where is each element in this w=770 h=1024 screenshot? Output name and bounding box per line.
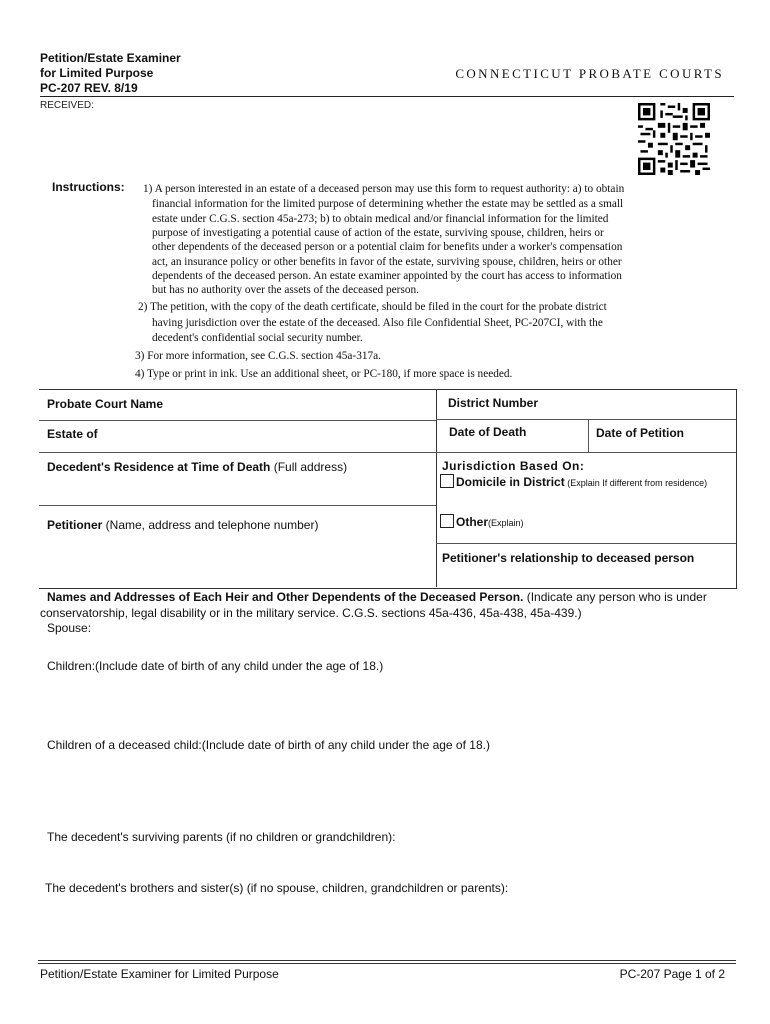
surviving-parents-field[interactable]: The decedent's surviving parents (if no children or grandchildren): <box>47 830 396 844</box>
form-title-line-2: for Limited Purpose <box>40 66 154 80</box>
domicile-note: (Explain If different from residence) <box>564 478 708 488</box>
footer-page-number: PC-207 Page 1 of 2 <box>619 967 725 981</box>
row-rule <box>436 452 736 453</box>
district-number-field[interactable]: District Number <box>448 396 539 410</box>
footer-rule <box>38 960 736 961</box>
instruction-line: estate under C.G.S. section 45a-273; b) to obtain medical and/or financial information for the limited <box>152 213 609 225</box>
instruction-line: dependents of the deceased person. An estate examiner appointed by the court has access to information <box>152 270 622 282</box>
row-rule <box>39 505 436 506</box>
instruction-line: 4) Type or print in ink. Use an additional sheet, or PC-180, if more space is needed. <box>135 368 513 380</box>
residence-note: (Full address) <box>270 460 348 474</box>
petitioner-label: Petitioner <box>47 518 103 532</box>
instruction-line: other dependents of the deceased person or a potential claim for benefits under a worker's compensation <box>152 241 623 253</box>
petitioner-note: (Name, address and telephone number) <box>102 518 319 532</box>
estate-of-field[interactable]: Estate of <box>47 427 98 441</box>
children-field[interactable]: Children:(Include date of birth of any child under the age of 18.) <box>47 659 384 673</box>
instructions-label: Instructions: <box>52 180 125 194</box>
instruction-line: 2) The petition, with the copy of the death certificate, should be filed in the court for the probate district <box>138 301 607 313</box>
row-rule <box>436 543 736 544</box>
heirs-heading-line-2: conservatorship, legal disability or in the military service. C.G.S. sections 45a-436, 45a-438, 45a-439.) <box>40 606 582 620</box>
instruction-line: financial information for the limited purpose of determining whether the estate may be settled as a small <box>152 198 624 210</box>
footer-rule <box>38 963 736 964</box>
received-label: RECEIVED: <box>40 100 94 111</box>
form-title-line-1: Petition/Estate Examiner <box>40 51 181 65</box>
residence-label: Decedent's Residence at Time of Death <box>47 460 271 474</box>
form-title-block <box>40 51 181 96</box>
date-of-death-field[interactable]: Date of Death <box>449 425 527 439</box>
other-checkbox[interactable] <box>440 514 454 528</box>
instruction-line: decedent's confidential social security number. <box>152 332 363 344</box>
jurisdiction-label: Jurisdiction Based On: <box>442 459 585 473</box>
date-divider <box>588 419 589 452</box>
petitioner-field[interactable] <box>47 518 318 532</box>
heirs-heading-title: Names and Addresses of Each Heir and Other Dependents of the Deceased Person. <box>47 590 524 604</box>
instruction-line: 3) For more information, see C.G.S. section 45a-317a. <box>135 350 381 362</box>
brothers-sisters-field[interactable]: The decedent's brothers and sister(s) (if no spouse, children, grandchildren or parents): <box>45 881 509 895</box>
decedent-residence-field[interactable] <box>47 460 347 474</box>
other-label: Other <box>456 515 489 529</box>
qr-code-icon <box>638 103 710 175</box>
heirs-heading <box>47 590 747 605</box>
heirs-heading-note: (Indicate any person who is under <box>523 590 707 604</box>
instruction-line: having jurisdiction over the estate of the deceased. Also file Confidential Sheet, PC-207CI, with the <box>152 317 603 329</box>
row-rule <box>436 419 736 420</box>
row-rule <box>39 452 436 453</box>
court-name: CONNECTICUT PROBATE COURTS <box>455 66 724 81</box>
instruction-line: but has no authority over the assets of the deceased person. <box>152 284 419 296</box>
other-option[interactable] <box>440 514 524 529</box>
domicile-label: Domicile in District <box>456 475 565 489</box>
form-number: PC-207 REV. 8/19 <box>40 81 138 95</box>
row-rule <box>39 420 436 421</box>
probate-court-name-field[interactable]: Probate Court Name <box>47 397 164 411</box>
instruction-line: act, an insurance policy or other benefits in favor of the estate, surviving spouse, children, heirs or other <box>152 256 622 268</box>
spouse-field[interactable]: Spouse: <box>47 621 92 635</box>
footer-form-title: Petition/Estate Examiner for Limited Purpose <box>40 967 279 981</box>
children-of-deceased-child-field[interactable]: Children of a deceased child:(Include date of birth of any child under the age of 18.) <box>47 738 490 752</box>
domicile-option[interactable] <box>440 474 707 489</box>
petitioner-relationship-field[interactable]: Petitioner's relationship to deceased person <box>442 551 695 565</box>
domicile-checkbox[interactable] <box>440 474 454 488</box>
instruction-line: 1) A person interested in an estate of a deceased person may use this form to request authority: a) to obtain <box>143 183 625 195</box>
other-note: (Explain) <box>488 518 524 528</box>
instruction-line: purpose of investigating a potential cause of action of the estate, surviving spouse, children, heirs or <box>152 227 604 239</box>
date-of-petition-field[interactable]: Date of Petition <box>596 426 685 440</box>
header-rule <box>40 96 734 97</box>
